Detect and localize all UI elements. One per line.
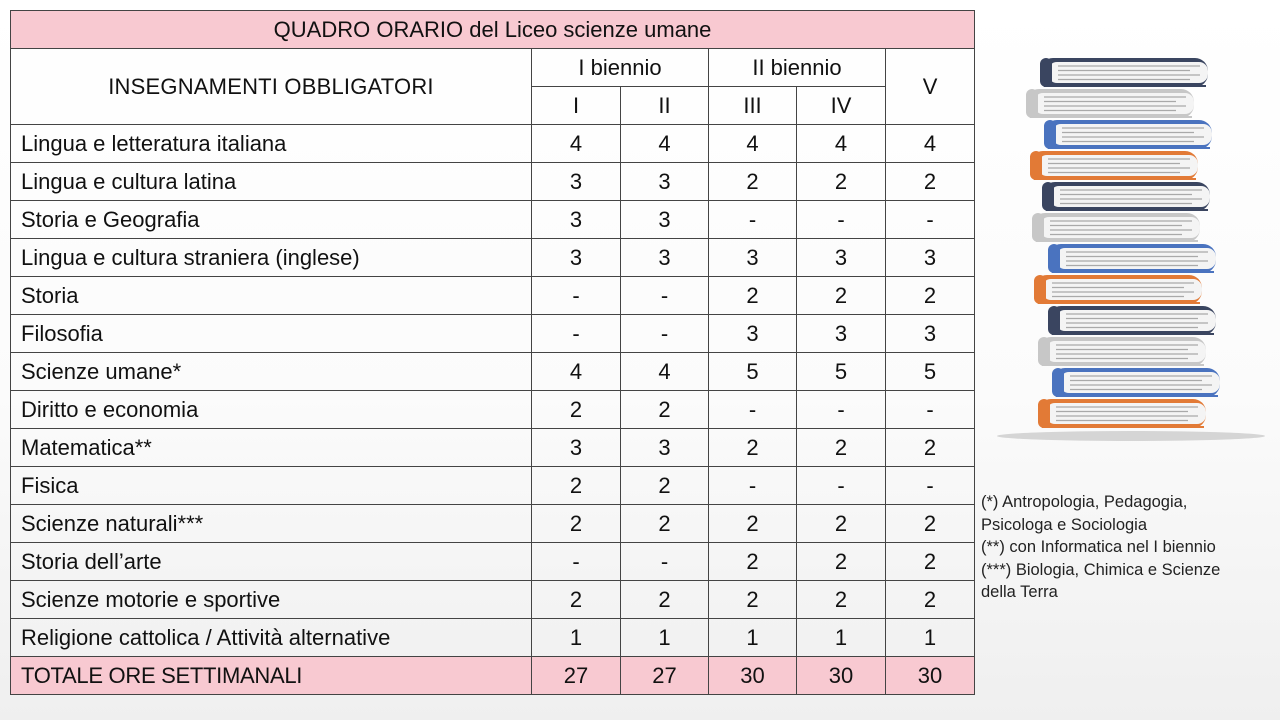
subject-cell: Filosofia	[11, 315, 532, 353]
table-row	[11, 429, 975, 467]
header-year-4: IV	[797, 87, 886, 125]
hours-cell: 2	[621, 581, 709, 619]
hours-cell: 2	[709, 581, 797, 619]
total-hours-cell: 27	[621, 657, 709, 695]
hours-cell: -	[886, 391, 975, 429]
footnote-line: (*) Antropologia, Pedagogia,	[981, 493, 1188, 511]
hours-cell: 2	[532, 581, 621, 619]
table-row	[11, 239, 975, 277]
header-year-3: III	[709, 87, 797, 125]
hours-cell: -	[621, 543, 709, 581]
subject-cell: Lingua e cultura latina	[11, 163, 532, 201]
footnotes	[981, 491, 1271, 604]
table-row	[11, 125, 975, 163]
table-row	[11, 505, 975, 543]
hours-cell: -	[886, 201, 975, 239]
subject-cell: Matematica**	[11, 429, 532, 467]
table-row	[11, 201, 975, 239]
hours-cell: 2	[532, 467, 621, 505]
hours-cell: 2	[621, 391, 709, 429]
header-year-2: II	[621, 87, 709, 125]
hours-cell: 3	[621, 201, 709, 239]
hours-cell: -	[797, 467, 886, 505]
hours-cell: 4	[532, 353, 621, 391]
hours-cell: 5	[886, 353, 975, 391]
hours-cell: 4	[621, 125, 709, 163]
hours-cell: 5	[709, 353, 797, 391]
subject-cell: Scienze motorie e sportive	[11, 581, 532, 619]
hours-cell: 2	[709, 163, 797, 201]
footnote-line: Psicologa e Sociologia	[981, 515, 1148, 534]
hours-cell: 3	[709, 239, 797, 277]
hours-cell: 1	[532, 619, 621, 657]
hours-cell: 2	[886, 163, 975, 201]
hours-cell: 2	[886, 505, 975, 543]
hours-cell: 2	[797, 505, 886, 543]
hours-cell: 2	[797, 429, 886, 467]
hours-cell: 3	[797, 239, 886, 277]
hours-cell: 2	[886, 277, 975, 315]
table-row	[11, 353, 975, 391]
footnote-line: della Terra	[981, 583, 1058, 601]
subject-cell: Storia e Geografia	[11, 201, 532, 239]
hours-cell: 2	[797, 543, 886, 581]
hours-cell: -	[532, 277, 621, 315]
table-row	[11, 315, 975, 353]
subject-cell: Scienze naturali***	[11, 505, 532, 543]
hours-cell: 3	[797, 315, 886, 353]
hours-cell: 3	[532, 429, 621, 467]
hours-cell: 4	[797, 125, 886, 163]
hours-cell: 2	[797, 163, 886, 201]
hours-cell: 2	[797, 277, 886, 315]
hours-cell: -	[621, 315, 709, 353]
footnote-line: (***) Biologia, Chimica e Scienze	[981, 560, 1221, 579]
header-first-biennium: I biennio	[532, 49, 709, 87]
table-row	[11, 581, 975, 619]
total-label: TOTALE ORE SETTIMANALI	[11, 657, 532, 695]
hours-cell: 3	[621, 429, 709, 467]
total-hours-cell: 30	[797, 657, 886, 695]
hours-cell: 2	[709, 429, 797, 467]
hours-cell: -	[797, 201, 886, 239]
hours-cell: -	[797, 391, 886, 429]
header-year-5: V	[886, 49, 975, 125]
table-title: QUADRO ORARIO del Liceo scienze umane	[11, 11, 975, 49]
hours-cell: 2	[709, 505, 797, 543]
hours-cell: -	[709, 201, 797, 239]
header-year-1: I	[532, 87, 621, 125]
hours-cell: 2	[709, 277, 797, 315]
hours-cell: 2	[621, 505, 709, 543]
hours-cell: 4	[621, 353, 709, 391]
table-row	[11, 391, 975, 429]
book-stack-icon	[992, 52, 1270, 447]
total-hours-cell: 30	[709, 657, 797, 695]
total-hours-cell: 30	[886, 657, 975, 695]
header-second-biennium: II biennio	[709, 49, 886, 87]
header-row-groups	[11, 49, 975, 87]
subjects-header: INSEGNAMENTI OBBLIGATORI	[11, 49, 532, 125]
hours-cell: 3	[621, 239, 709, 277]
table-row	[11, 543, 975, 581]
hours-cell: 4	[532, 125, 621, 163]
hours-cell: 2	[886, 429, 975, 467]
table-row	[11, 619, 975, 657]
table-row	[11, 277, 975, 315]
subject-cell: Fisica	[11, 467, 532, 505]
hours-cell: 2	[886, 543, 975, 581]
hours-cell: -	[709, 467, 797, 505]
hours-cell: 5	[797, 353, 886, 391]
subject-cell: Lingua e letteratura italiana	[11, 125, 532, 163]
hours-cell: 3	[532, 163, 621, 201]
hours-cell: 1	[886, 619, 975, 657]
hours-cell: 3	[886, 315, 975, 353]
hours-cell: 2	[621, 467, 709, 505]
hours-cell: 3	[709, 315, 797, 353]
hours-cell: 1	[621, 619, 709, 657]
subject-cell: Storia	[11, 277, 532, 315]
hours-cell: -	[621, 277, 709, 315]
hours-cell: -	[532, 543, 621, 581]
table-row	[11, 163, 975, 201]
hours-cell: 2	[886, 581, 975, 619]
hours-cell: 1	[797, 619, 886, 657]
total-row	[11, 657, 975, 695]
hours-cell: 4	[709, 125, 797, 163]
timetable	[10, 10, 975, 695]
hours-cell: 3	[886, 239, 975, 277]
hours-cell: 4	[886, 125, 975, 163]
table-title-row	[11, 11, 975, 49]
subject-cell: Diritto e economia	[11, 391, 532, 429]
footnote-line: (**) con Informatica nel I biennio	[981, 538, 1216, 556]
hours-cell: 3	[621, 163, 709, 201]
hours-cell: 2	[532, 505, 621, 543]
subject-cell: Religione cattolica / Attività alternative	[11, 619, 532, 657]
table-row	[11, 467, 975, 505]
hours-cell: 3	[532, 239, 621, 277]
hours-cell: -	[886, 467, 975, 505]
hours-cell: -	[532, 315, 621, 353]
hours-cell: 2	[532, 391, 621, 429]
hours-cell: 2	[797, 581, 886, 619]
subject-cell: Lingua e cultura straniera (inglese)	[11, 239, 532, 277]
subject-cell: Scienze umane*	[11, 353, 532, 391]
hours-cell: 2	[709, 543, 797, 581]
hours-cell: -	[709, 391, 797, 429]
hours-cell: 3	[532, 201, 621, 239]
hours-cell: 1	[709, 619, 797, 657]
total-hours-cell: 27	[532, 657, 621, 695]
subject-cell: Storia dell’arte	[11, 543, 532, 581]
